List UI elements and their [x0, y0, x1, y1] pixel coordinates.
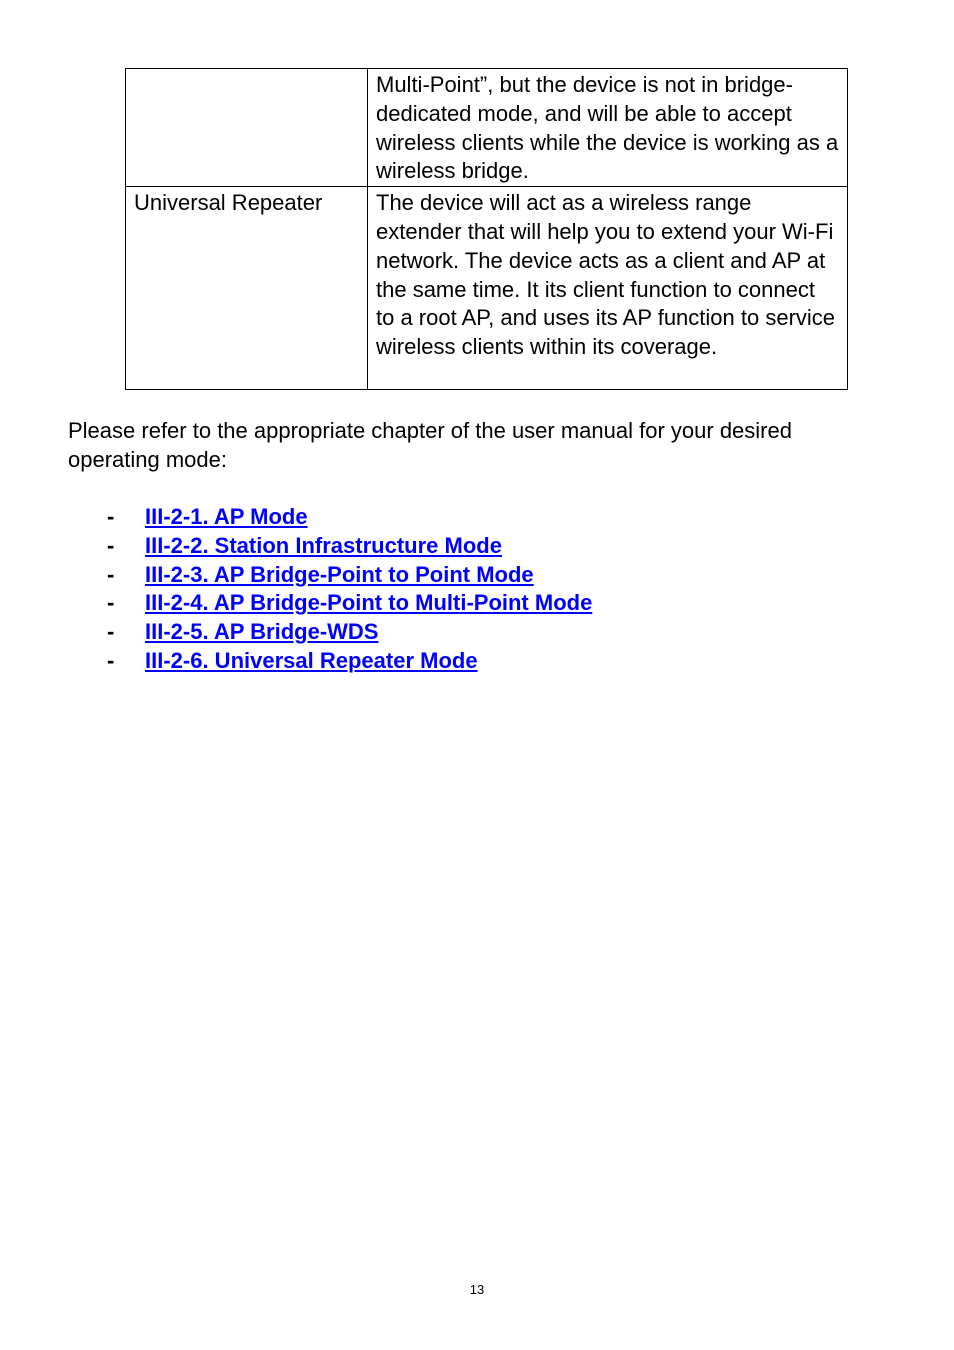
operating-modes-table — [125, 68, 848, 390]
table-row — [126, 187, 848, 390]
mode-name-cell — [126, 69, 368, 187]
list-bullet: - — [107, 619, 115, 645]
list-bullet: - — [107, 532, 115, 558]
link-ap-bridge-point-to-multi-point-mode[interactable]: III-2-4. AP Bridge-Point to Multi-Point Mode — [145, 590, 593, 616]
list-bullet: - — [107, 647, 115, 673]
list-bullet: - — [107, 504, 115, 529]
list-bullet: - — [107, 561, 115, 587]
link-station-infrastructure-mode[interactable]: III-2-2. Station Infrastructure Mode — [145, 532, 502, 558]
link-ap-bridge-wds[interactable]: III-2-5. AP Bridge-WDS — [145, 619, 379, 645]
mode-description-cell: The device will act as a wireless range extender that will help you to extend your Wi-Fi network. The device acts as a client and AP at the same time. It its client function to connect to a root AP, and uses its AP function to service wireless clients within its coverage. — [368, 187, 848, 390]
link-ap-mode[interactable]: III-2-1. AP Mode — [145, 504, 308, 529]
link-universal-repeater-mode[interactable]: III-2-6. Universal Repeater Mode — [145, 647, 478, 673]
table-row — [126, 69, 848, 187]
list-bullet: - — [107, 590, 115, 616]
link-ap-bridge-point-to-point-mode[interactable]: III-2-3. AP Bridge-Point to Point Mode — [145, 561, 534, 587]
mode-description-cell: Multi-Point”, but the device is not in bridge-dedicated mode, and will be able to accept wireless clients while the device is working as a wireless bridge. — [368, 69, 848, 187]
intro-paragraph: Please refer to the appropriate chapter of the user manual for your desired operating mode: — [68, 418, 792, 472]
page-number: 13 — [469, 1282, 485, 1297]
mode-name-cell: Universal Repeater — [126, 187, 368, 390]
